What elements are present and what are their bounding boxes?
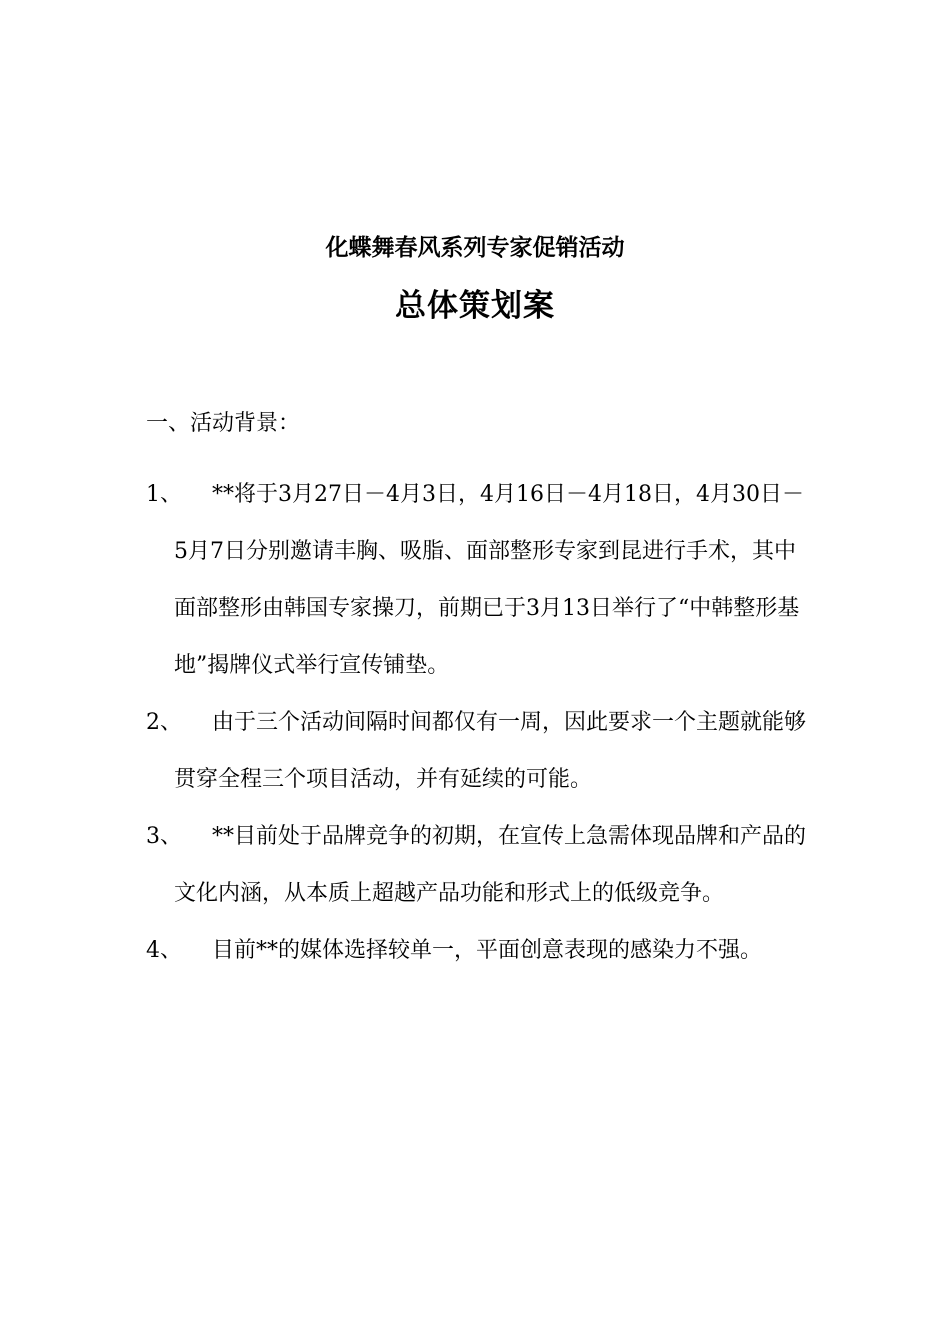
list-item-text: **目前处于品牌竞争的初期，在宣传上急需体现品牌和产品的文化内涵，从本质上超越产品功能和形式上的低级竞争。 <box>174 824 807 906</box>
section-heading: 一、活动背景： <box>146 411 301 436</box>
document-subtitle: 总体策划案 <box>395 288 555 324</box>
list-item <box>0 922 950 979</box>
list-item-text: **将于3月27日－4月3日，4月16日－4月18日，4月30日－5月7日分别邀请丰胸、吸脂、面部整形专家到昆进行手术，其中面部整形由韩国专家操刀，前期已于3月13日举行了“中韩整形基地”揭牌仪式举行宣传铺垫。 <box>174 482 804 678</box>
list-item-number: 3、 <box>146 824 182 849</box>
document-title: 化蝶舞春风系列专家促销活动 <box>325 235 625 261</box>
list-item <box>0 694 950 808</box>
list-item <box>0 466 950 694</box>
list-item-text: 由于三个活动间隔时间都仅有一周，因此要求一个主题就能够贯穿全程三个项目活动，并有延续的可能。 <box>174 710 807 792</box>
list-item-number: 2、 <box>146 710 182 735</box>
list-item <box>0 808 950 922</box>
list-item-text: 目前**的媒体选择较单一，平面创意表现的感染力不强。 <box>212 938 763 963</box>
background-list <box>0 466 950 979</box>
list-item-number: 1、 <box>146 482 182 507</box>
list-item-number: 4、 <box>146 938 182 963</box>
